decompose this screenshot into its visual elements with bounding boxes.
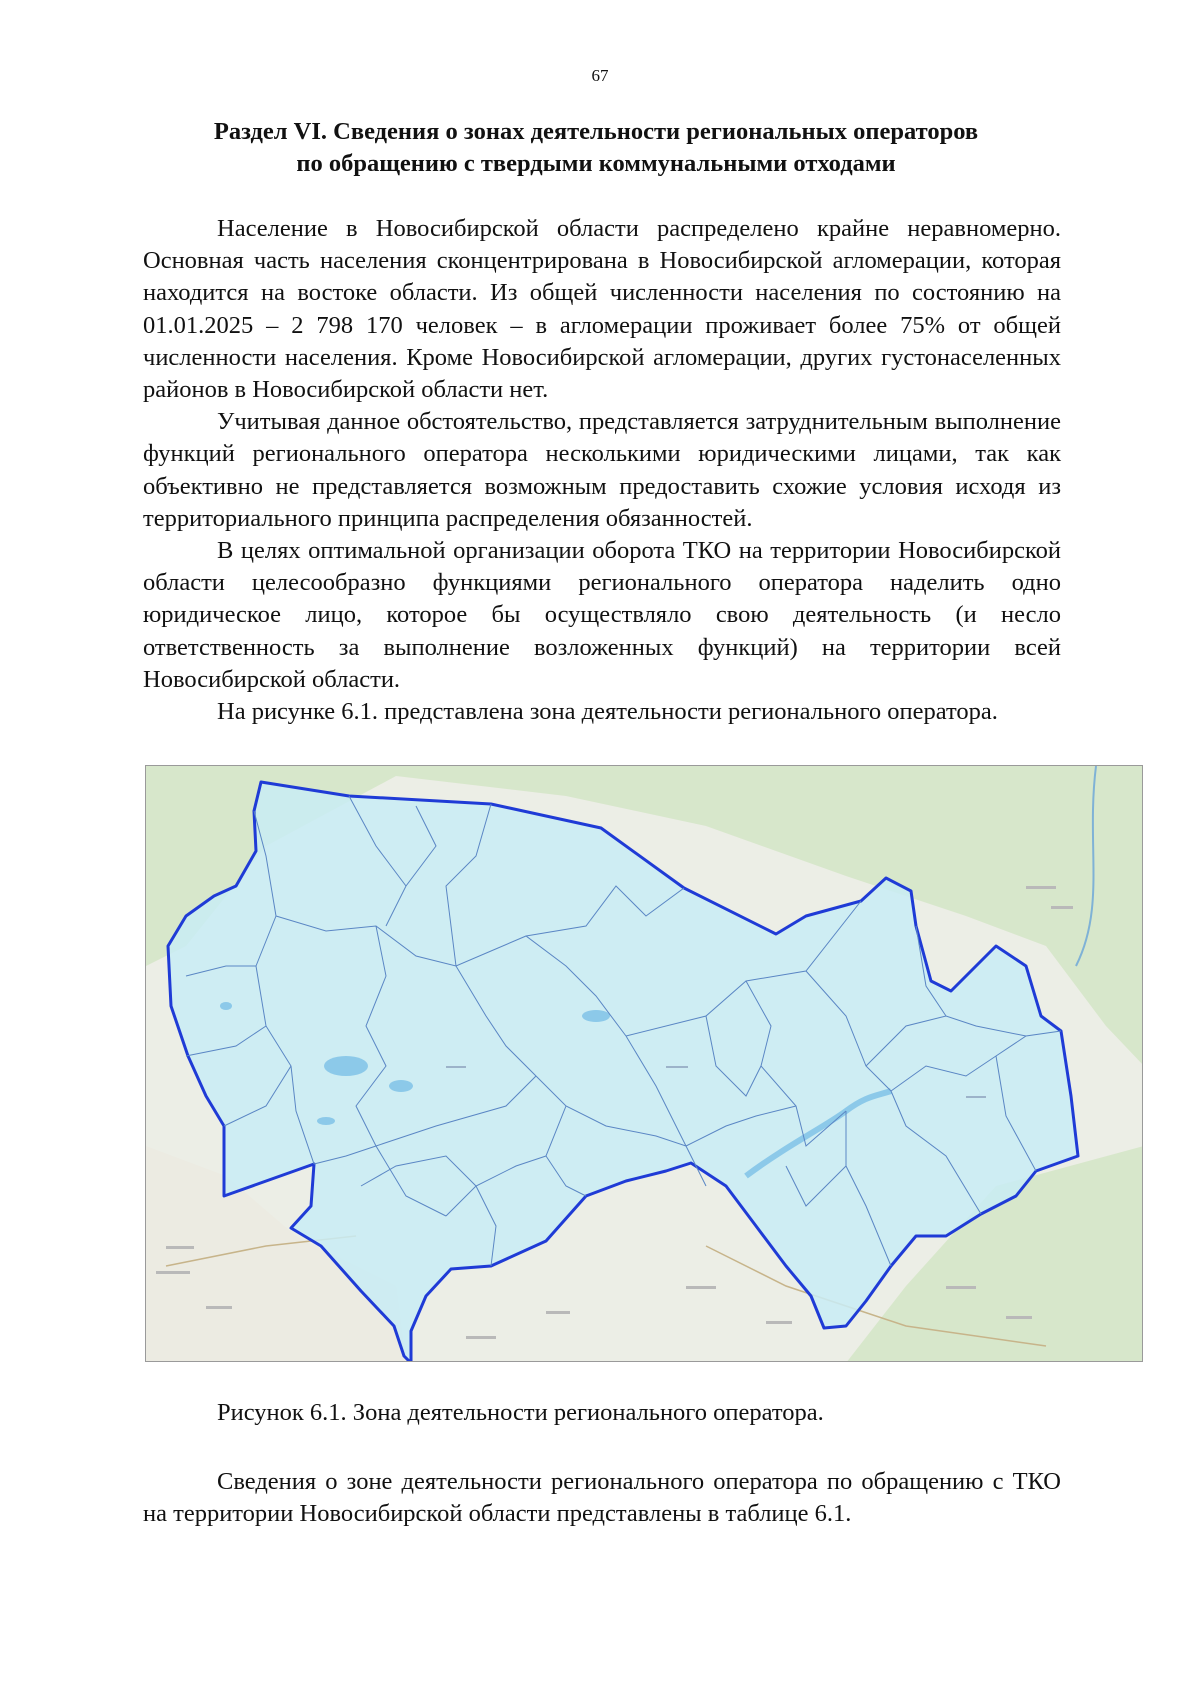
operator-zone-map: [145, 765, 1143, 1362]
lake: [220, 1002, 232, 1010]
final-paragraph-block: [143, 1466, 1061, 1530]
lake: [317, 1117, 335, 1125]
figure-caption: Рисунок 6.1. Зона деятельности регионального оператора.: [217, 1399, 824, 1426]
lake: [324, 1056, 368, 1076]
section-heading-line-2: по обращению с твердыми коммунальными отходами: [296, 150, 896, 177]
section-heading-line-1: Раздел VI. Сведения о зонах деятельности региональных операторов: [213, 118, 979, 145]
paragraph-circumstance: Учитывая данное обстоятельство, представляется затруднительным выполнение функций регионального оператора несколькими юридическими лицами, так как объективно не представляется возможным предоставить схожие условия исходя из территориального принципа распределения обязанностей.: [143, 408, 1061, 532]
paragraph-population: Население в Новосибирской области распределено крайне неравномерно. Основная часть населения сконцентрирована в Новосибирской агломерации, которая находится на востоке области. Из общей численности населения по состоянию на 01.01.2025 – 2 798 170 человек – в агломерации проживает более 75% от общей численности населения. Кроме Новосибирской агломерации, других густонаселенных районов в Новосибирской области нет.: [143, 215, 1061, 404]
paragraph-figure-reference: На рисунке 6.1. представлена зона деятельности регионального оператора.: [217, 698, 998, 726]
lake: [582, 1010, 610, 1022]
lake: [389, 1080, 413, 1092]
page-number: 67: [591, 66, 609, 85]
paragraph-single-operator: В целях оптимальной организации оборота ТКО на территории Новосибирской области целесообразно функциями регионального оператора наделить одно юридическое лицо, которое бы осуществляло свою деятельность (и несло ответственность за выполнение возложенных функций) на территории всей Новосибирской области.: [143, 537, 1061, 693]
paragraph-table-reference: Сведения о зоне деятельности регионального оператора по обращению с ТКО на территории Новосибирской области представлены в таблице 6.1.: [143, 1468, 1061, 1528]
section-heading: [130, 116, 1062, 180]
body-paragraphs: [143, 213, 1061, 728]
map-svg: [146, 766, 1143, 1362]
